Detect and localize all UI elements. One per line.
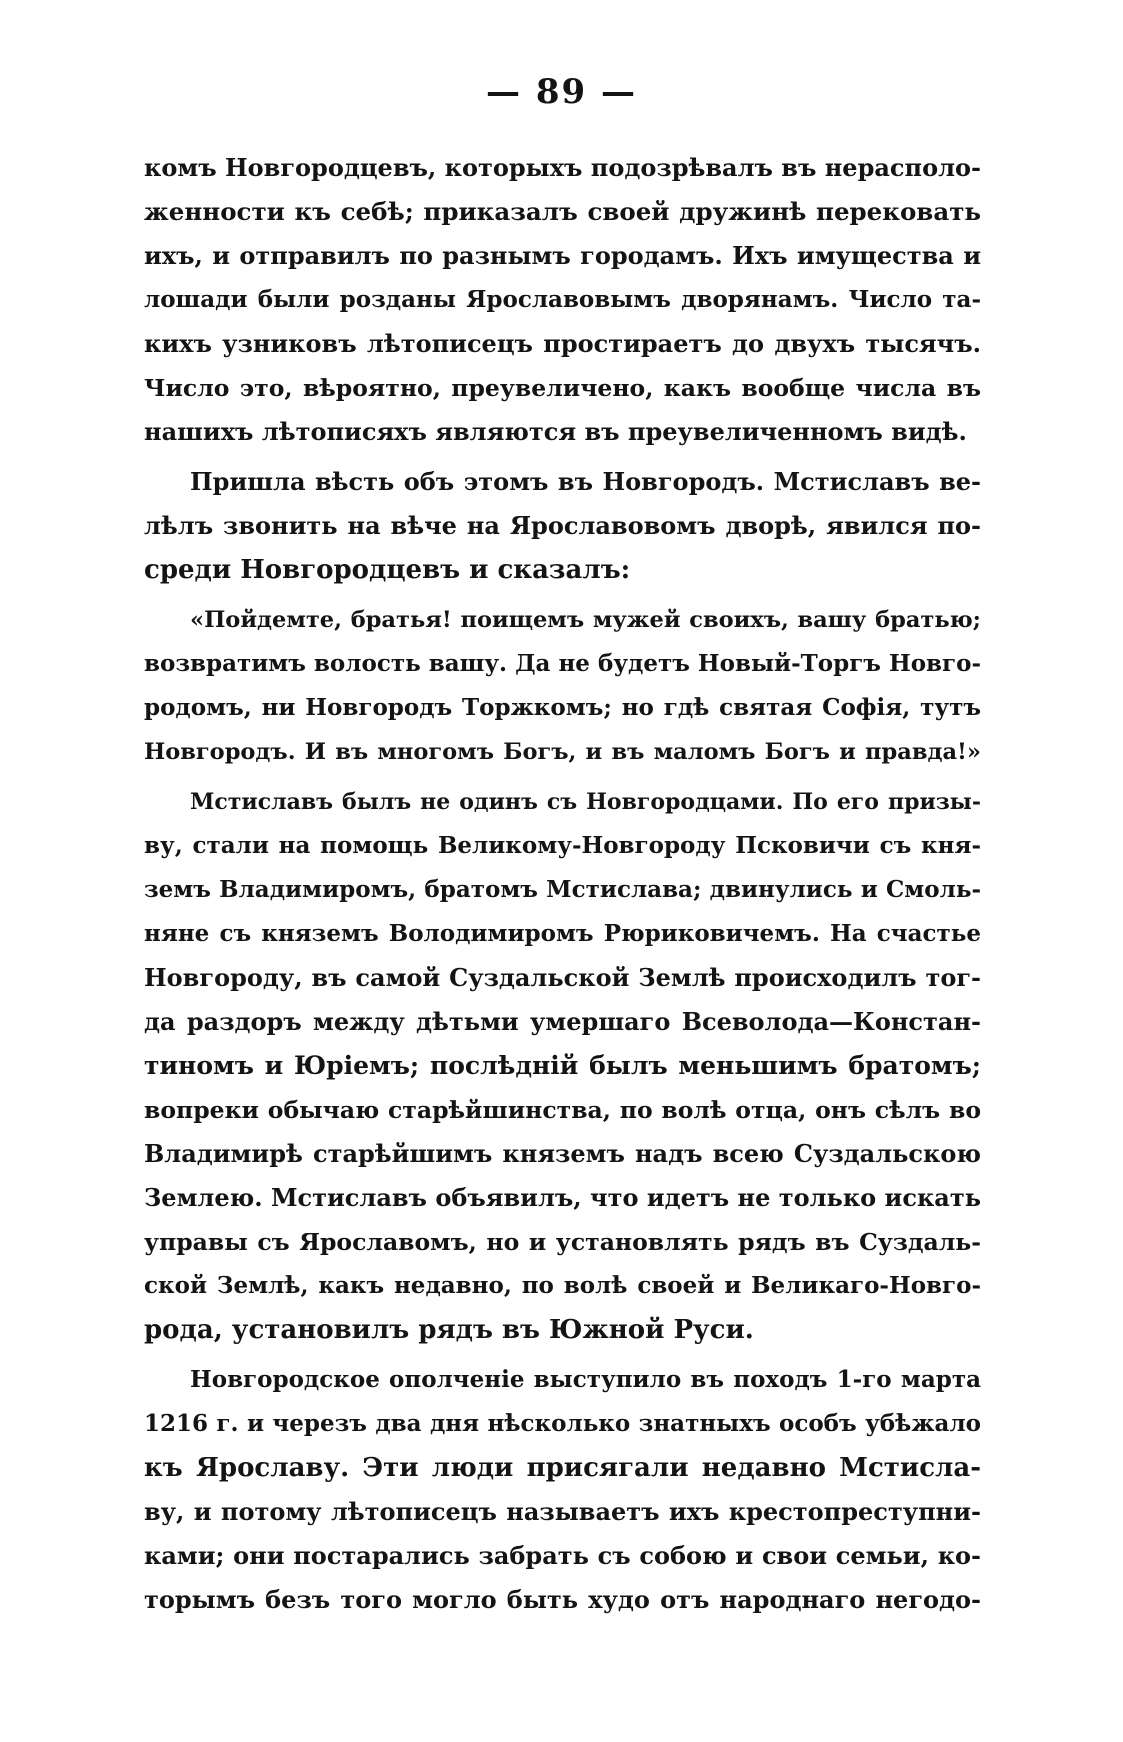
text-line: Землею. Мстиславъ объявилъ, что идетъ не только искать bbox=[144, 1183, 981, 1212]
text-line: лѣлъ звонить на вѣче на Ярославовомъ дворѣ, явился по- bbox=[144, 511, 981, 540]
text-line: Новгородское ополченіе выступило въ походъ 1-го марта bbox=[190, 1366, 981, 1393]
page-number: — 89 — bbox=[486, 72, 637, 112]
text-line: Новгородъ. И въ многомъ Богъ, и въ маломъ Богъ и правда!» bbox=[144, 739, 981, 765]
text-line: родомъ, ни Новгородъ Торжкомъ; но гдѣ святая Софія, тутъ bbox=[144, 694, 981, 721]
text-line: лошади были розданы Ярославовымъ дворянамъ. Число та- bbox=[144, 286, 981, 313]
text-line: Владимирѣ старѣйшимъ княземъ надъ всею Суздальскою bbox=[144, 1139, 981, 1168]
text-line: ву, стали на помощь Великому-Новгороду Псковичи съ кня- bbox=[144, 832, 981, 859]
text-line: земъ Владимиромъ, братомъ Мстислава; двинулись и Смоль- bbox=[144, 876, 981, 903]
text-line: Пришла вѣсть объ этомъ въ Новгородъ. Мстиславъ ве- bbox=[190, 467, 981, 496]
text-line: нашихъ лѣтописяхъ являются въ преувеличенномъ видѣ. bbox=[144, 417, 967, 446]
text-line: къ Ярославу. Эти люди присягали недавно Мстисла- bbox=[144, 1453, 981, 1483]
text-line: тиномъ и Юріемъ; послѣдній былъ меньшимъ братомъ; bbox=[144, 1051, 981, 1080]
text-line: управы съ Ярославомъ, но и установлять рядъ въ Суздаль- bbox=[144, 1228, 981, 1256]
text-line: вопреки обычаю старѣйшинства, по волѣ отца, онъ сѣлъ во bbox=[144, 1096, 981, 1124]
text-line: Мстиславъ былъ не одинъ съ Новгородцами. По его призы- bbox=[190, 789, 981, 815]
text-line: женности къ себѣ; приказалъ своей дружинѣ перековать bbox=[144, 197, 981, 226]
text-line: кихъ узниковъ лѣтописецъ простираетъ до двухъ тысячъ. bbox=[144, 329, 981, 358]
text-line: возвратимъ волость вашу. Да не будетъ Новый-Торгъ Новго- bbox=[144, 650, 981, 677]
text-line: рода, установилъ рядъ въ Южной Руси. bbox=[144, 1315, 754, 1345]
text-line: 1216 г. и черезъ два дня нѣсколько знатныхъ особъ убѣжало bbox=[144, 1410, 981, 1437]
text-line: торымъ безъ того могло быть худо отъ народнаго негодо- bbox=[144, 1585, 981, 1614]
text-line: Новгороду, въ самой Суздальской Землѣ происходилъ тог- bbox=[144, 963, 981, 992]
text-line: ихъ, и отправилъ по разнымъ городамъ. Ихъ имущества и bbox=[144, 241, 981, 270]
text-line: ками; они постарались забрать съ собою и свои семьи, ко- bbox=[144, 1541, 981, 1570]
text-line: да раздоръ между дѣтьми умершаго Всеволода—Констан- bbox=[144, 1007, 981, 1036]
text-line: среди Новгородцевъ и сказалъ: bbox=[144, 555, 631, 585]
text-line: комъ Новгородцевъ, которыхъ подозрѣвалъ въ нерасполо- bbox=[144, 153, 981, 182]
body-text bbox=[144, 146, 981, 1622]
text-line: няне съ княземъ Володимиромъ Рюриковичемъ. На счастье bbox=[144, 920, 981, 947]
text-line: «Пойдемте, братья! поищемъ мужей своихъ, вашу братью; bbox=[190, 607, 981, 633]
text-line: Число это, вѣроятно, преувеличено, какъ вообще числа въ bbox=[144, 374, 981, 402]
text-line: ву, и потому лѣтописецъ называетъ ихъ крестопреступни- bbox=[144, 1497, 981, 1526]
text-line: ской Землѣ, какъ недавно, по волѣ своей и Великаго-Новго- bbox=[144, 1272, 981, 1299]
